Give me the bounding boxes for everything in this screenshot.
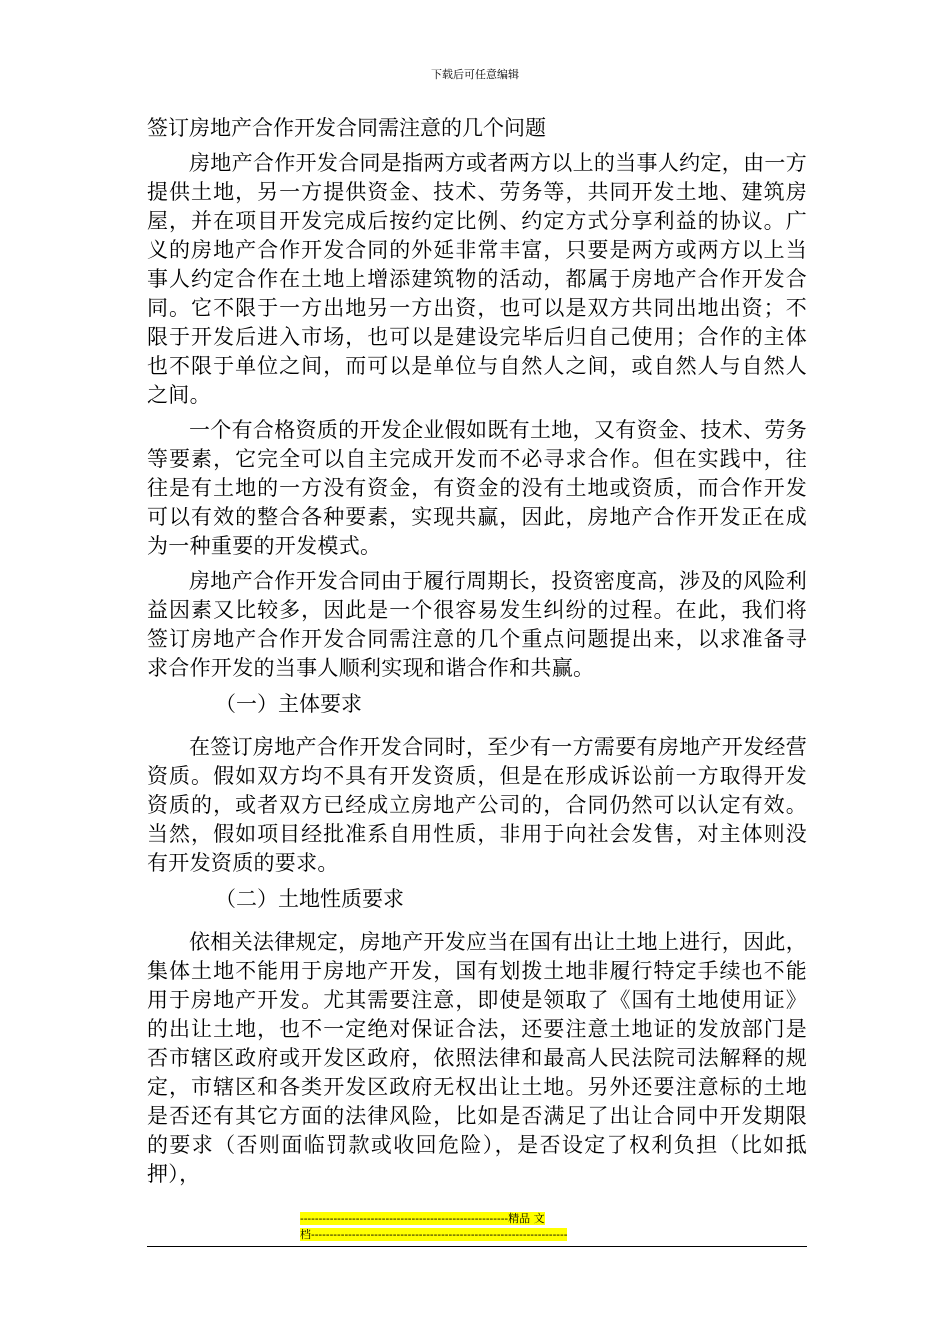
paragraph: 一个有合格资质的开发企业假如既有土地，又有资金、技术、劳务等要素，它完全可以自主完成开发而不必寻求合作。但在实践中，往往是有土地的一方没有资金，有资金的没有土地或资质，而合作开发可以有效的整合各种要素，实现共赢，因此，房地产合作开发正在成为一种重要的开发模式。 — [147, 418, 807, 558]
section-heading: （二）土地性质要求 — [215, 887, 404, 911]
footer-rule — [147, 1246, 807, 1247]
paragraph: 房地产合作开发合同由于履行周期长，投资密度高，涉及的风险利益因素又比较多，因此是一个很容易发生纠纷的过程。在此，我们将签订房地产合作开发合同需注意的几个重点问题提出来，以求准备寻求合作开发的当事人顺利实现和谐合作和共赢。 — [147, 569, 807, 680]
paragraph: 依相关法律规定，房地产开发应当在国有出让土地上进行，因此，集体土地不能用于房地产开发，国有划拨土地非履行特定手续也不能用于房地产开发。尤其需要注意，即使是领取了《国有土地使用证》的出让土地，也不一定绝对保证合法，还要注意土地证的发放部门是否市辖区政府或开发区政府，依照法律和最高人民法院司法解释的规定，市辖区和各类开发区政府无权出让土地。另外还要注意标的土地是否还有其它方面的法律风险，比如是否满足了出让合同中开发期限的要求（否则面临罚款或收回危险），是否设定了权利负担（比如抵押）， — [147, 930, 807, 1186]
document-blocks — [147, 149, 807, 1189]
footer-line-1: --------------------------------------------------------精品 文 — [300, 1212, 545, 1225]
footer-line-2: 档--------------------------------------------------------------------- — [300, 1228, 568, 1241]
footer-note — [300, 1211, 652, 1243]
document-body — [147, 113, 807, 1195]
section-heading: （一）主体要求 — [215, 692, 362, 716]
paragraph: 房地产合作开发合同是指两方或者两方以上的当事人约定，由一方提供土地，另一方提供资金、技术、劳务等，共同开发土地、建筑房屋，并在项目开发完成后按约定比例、约定方式分享利益的协议。广义的房地产合作开发合同的外延非常丰富，只要是两方或两方以上当事人约定合作在土地上增添建筑物的活动，都属于房地产合作开发合同。它不限于一方出地另一方出资，也可以是双方共同出地出资；不限于开发后进入市场，也可以是建设完毕后归自己使用；合作的主体也不限于单位之间，而可以是单位与自然人之间，或自然人与自然人之间。 — [147, 151, 807, 407]
header-note: 下载后可任意编辑 — [431, 68, 519, 81]
paragraph: 在签订房地产合作开发合同时，至少有一方需要有房地产开发经营资质。假如双方均不具有开发资质，但是在形成诉讼前一方取得开发资质的，或者双方已经成立房地产公司的，合同仍然可以认定有效。当然，假如项目经批准系自用性质，非用于向社会发售，对主体则没有开发资质的要求。 — [147, 735, 807, 875]
document-title: 签订房地产合作开发合同需注意的几个问题 — [147, 116, 546, 140]
